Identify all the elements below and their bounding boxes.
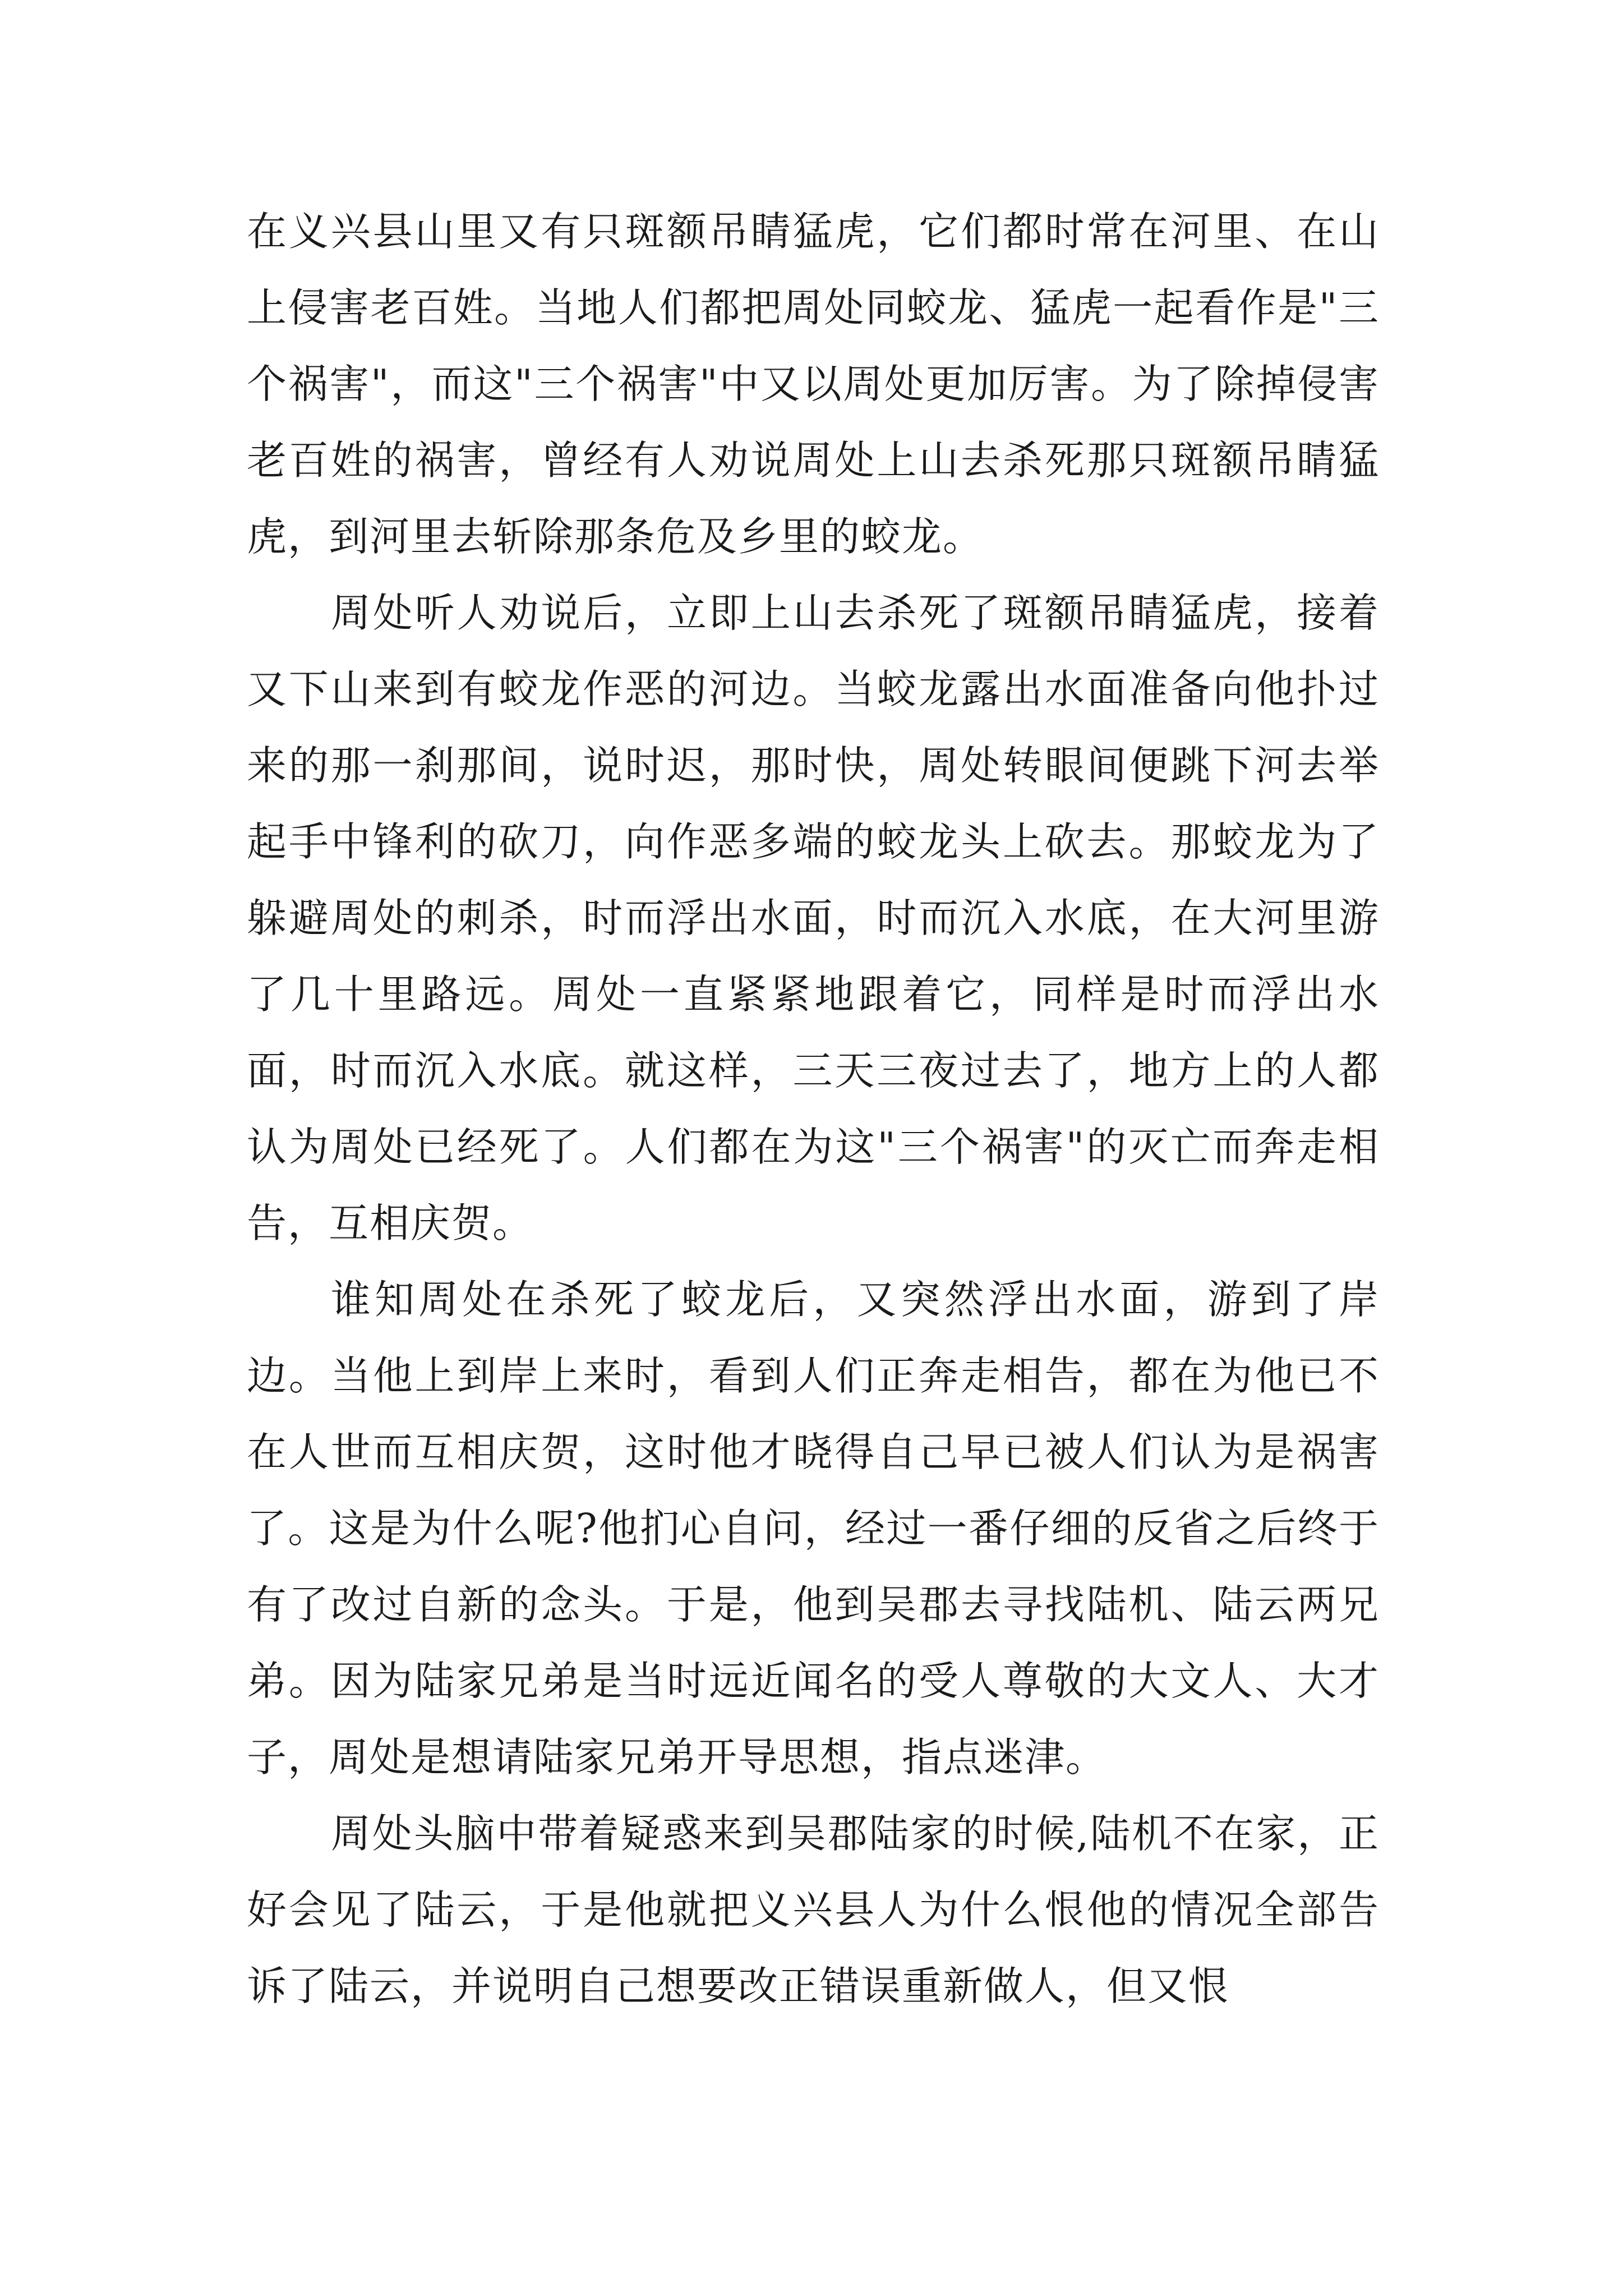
paragraph-2: 周处听人劝说后，立即上山去杀死了斑额吊睛猛虎，接着又下山来到有蛟龙作恶的河边。当蛟龙露出水面准备向他扑过来的那一刹那间，说时迟，那时快，周处转眼间便跳下河去举起手中锋利的砍刀，向作恶多端的蛟龙头上砍去。那蛟龙为了躲避周处的刺杀，时而浮出水面，时而沉入水底，在大河里游了几十里路远。周处一直紧紧地跟着它，同样是时而浮出水面，时而沉入水底。就这样，三天三夜过去了，地方上的人都认为周处已经死了。人们都在为这"三个祸害"的灭亡而奔走相告，互相庆贺。 — [247, 590, 1380, 1246]
body-text — [247, 194, 1380, 2024]
paragraph-1: 在义兴县山里又有只斑额吊睛猛虎，它们都时常在河里、在山上侵害老百姓。当地人们都把周处同蛟龙、猛虎一起看作是"三个祸害"，而这"三个祸害"中又以周处更加厉害。为了除掉侵害老百姓的祸害，曾经有人劝说周处上山去杀死那只斑额吊睛猛虎，到河里去斩除那条危及乡里的蛟龙。 — [247, 208, 1380, 560]
paragraph-3: 谁知周处在杀死了蛟龙后，又突然浮出水面，游到了岸边。当他上到岸上来时，看到人们正奔走相告，都在为他已不在人世而互相庆贺，这时他才晓得自己早已被人们认为是祸害了。这是为什么呢?他扪心自问，经过一番仔细的反省之后终于有了改过自新的念头。于是，他到吴郡去寻找陆机、陆云两兄弟。因为陆家兄弟是当时远近闻名的受人尊敬的大文人、大才子，周处是想请陆家兄弟开导思想，指点迷津。 — [247, 1276, 1380, 1780]
paragraph-4: 周处头脑中带着疑惑来到吴郡陆家的时候,陆机不在家，正好会见了陆云，于是他就把义兴县人为什么恨他的情况全部告诉了陆云，并说明自己想要改正错误重新做人，但又恨 — [247, 1810, 1380, 2009]
